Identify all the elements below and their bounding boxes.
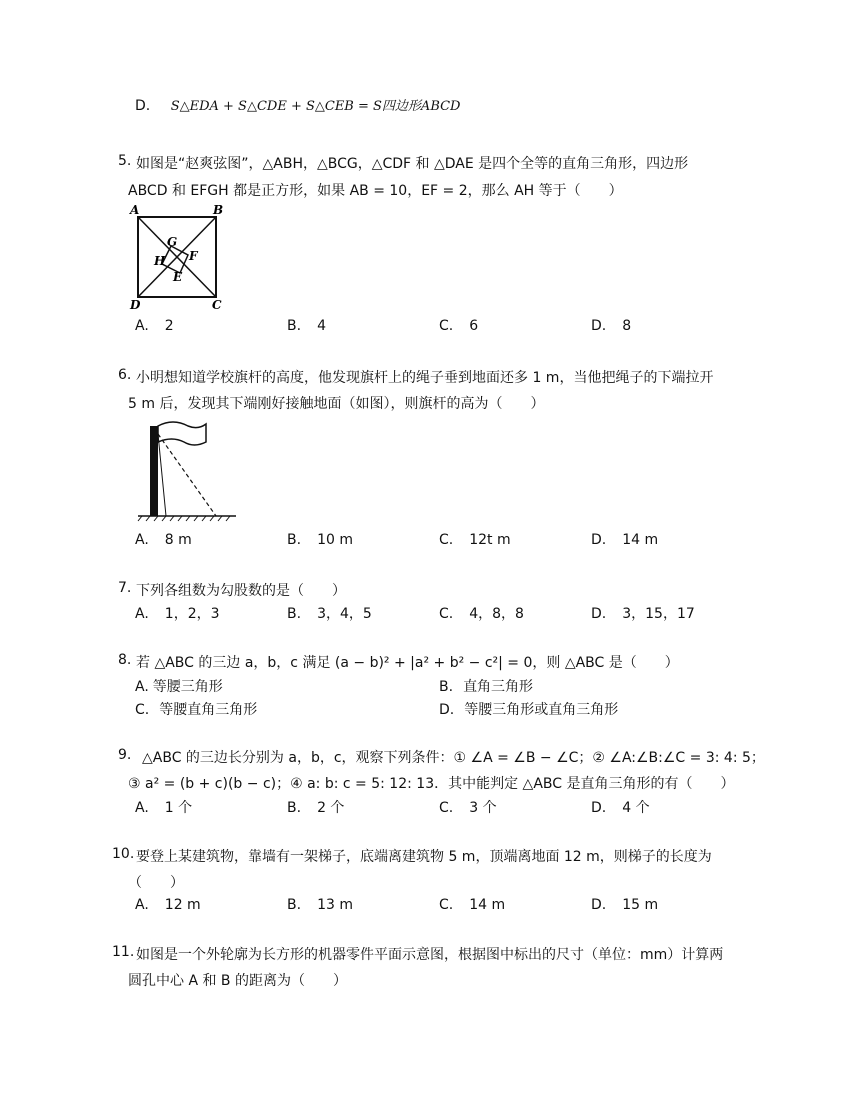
option-value: 12t m — [469, 532, 511, 548]
question-number: 11. — [112, 944, 135, 960]
question-number: 8. — [118, 652, 132, 668]
option-value: 8 m — [164, 532, 192, 548]
option-label: D. — [591, 606, 607, 622]
option-label: A. — [135, 318, 149, 334]
option-value: 3 个 — [469, 800, 497, 816]
q8-option-b[interactable] — [439, 676, 533, 696]
question-number: 7. — [118, 580, 132, 596]
option-value: 等腰三角形 — [152, 679, 223, 695]
zhao-shuang-figure — [128, 203, 228, 313]
q6-option-b[interactable] — [287, 532, 353, 548]
figure-label: E — [173, 270, 183, 284]
q6-option-d[interactable] — [591, 532, 658, 548]
option-label: C. — [439, 897, 454, 913]
figure-label: C — [212, 298, 222, 312]
question-text: 要登上某建筑物，靠墙有一架梯子，底端离建筑物 5 m，顶端离地面 12 m，则梯子的长度为 — [136, 849, 712, 865]
q6-option-c[interactable] — [439, 532, 511, 548]
q10-option-d[interactable] — [591, 897, 658, 913]
option-label: C. — [135, 702, 150, 718]
option-value: 等腰三角形或直角三角形 — [464, 702, 619, 718]
option-value: 13 m — [317, 897, 353, 913]
question-text: ABCD 和 EFGH 都是正方形，如果 AB = 10，EF = 2，那么 AH 等于（ ） — [128, 183, 623, 199]
figure-label: B — [213, 203, 224, 217]
option-label: B. — [287, 318, 302, 334]
option-label: B. — [439, 679, 454, 695]
option-value: 等腰直角三角形 — [159, 702, 258, 718]
option-label: D. — [135, 98, 151, 114]
q9-option-c[interactable] — [439, 797, 497, 817]
option-label: D. — [591, 318, 607, 334]
q9-option-d[interactable] — [591, 797, 650, 817]
question-text: ③ a² = (b + c)(b − c)；④ a: b: c = 5: 12: 13．其中能判定 △ABC 是直角三角形的有（ ） — [128, 776, 735, 792]
option-label: B. — [287, 800, 302, 816]
question-number: 10. — [112, 846, 135, 862]
q9-option-b[interactable] — [287, 797, 344, 817]
option-label: A. — [135, 679, 149, 695]
option-label: B. — [287, 606, 302, 622]
question-number: 6. — [118, 367, 132, 383]
q10-option-b[interactable] — [287, 897, 353, 913]
figure-label: A — [130, 203, 140, 217]
q8-option-c[interactable] — [135, 699, 257, 719]
option-label: A. — [135, 606, 149, 622]
question-text: 若 △ABC 的三边 a，b，c 满足 (a − b)² + |a² + b² − c²| = 0，则 △ABC 是（ ） — [136, 655, 679, 671]
option-label: C. — [439, 800, 454, 816]
q7-option-c[interactable] — [439, 603, 524, 623]
option-value: 直角三角形 — [463, 679, 534, 695]
option-value: 4 — [317, 318, 326, 334]
figure-label: H — [154, 254, 166, 268]
q7-option-d[interactable] — [591, 603, 695, 623]
q10-option-a[interactable] — [135, 897, 201, 913]
q5-option-a[interactable] — [135, 318, 174, 334]
question-text: 圆孔中心 A 和 B 的距离为（ ） — [128, 973, 347, 989]
option-value: 8 — [622, 318, 632, 334]
option-label: A. — [135, 800, 149, 816]
question-text: △ABC 的三边长分别为 a，b，c，观察下列条件：① ∠A = ∠B − ∠C；② ∠A:∠B:∠C = 3: 4: 5； — [142, 750, 765, 766]
option-label: B. — [287, 897, 302, 913]
flagpole-figure — [128, 416, 240, 522]
option-value: 2 — [164, 318, 174, 334]
question-text: （ ） — [128, 875, 184, 891]
option-value: 6 — [469, 318, 479, 334]
q4-option-d[interactable] — [135, 95, 460, 114]
option-value: 1 个 — [164, 800, 193, 816]
question-text: 5 m 后，发现其下端刚好接触地面（如图），则旗杆的高为（ ） — [128, 396, 545, 412]
option-value: 14 m — [622, 532, 659, 548]
option-value: 14 m — [469, 897, 506, 913]
option-label: A. — [135, 532, 149, 548]
q9-option-a[interactable] — [135, 797, 192, 817]
option-value: 3，15，17 — [622, 606, 695, 622]
q5-option-c[interactable] — [439, 318, 478, 334]
figure-label: G — [167, 235, 178, 249]
question-text: 如图是一个外轮廓为长方形的机器零件平面示意图，根据图中标出的尺寸（单位：mm）计算两 — [136, 947, 724, 963]
option-value: 10 m — [317, 532, 353, 548]
question-text: 下列各组数为勾股数的是（ ） — [136, 583, 346, 599]
q7-option-a[interactable] — [135, 603, 220, 623]
option-label: D. — [591, 897, 607, 913]
figure-label: D — [130, 298, 141, 312]
q7-option-b[interactable] — [287, 603, 372, 623]
option-value: 3，4，5 — [317, 606, 372, 622]
figure-label: F — [189, 249, 198, 263]
question-text: 如图是“赵爽弦图”，△ABH，△BCG，△CDF 和 △DAE 是四个全等的直角三角形，四边形 — [136, 156, 689, 172]
option-value: 15 m — [622, 897, 659, 913]
option-label: C. — [439, 318, 454, 334]
q8-option-d[interactable] — [439, 699, 618, 719]
question-text: 小明想知道学校旗杆的高度，他发现旗杆上的绳子垂到地面还多 1 m，当他把绳子的下端拉开 — [136, 370, 714, 386]
option-label: C. — [439, 532, 454, 548]
option-value: 4 个 — [622, 800, 650, 816]
q5-option-b[interactable] — [287, 318, 326, 334]
question-number: 9. — [118, 747, 132, 763]
option-label: D. — [591, 532, 607, 548]
q5-option-d[interactable] — [591, 318, 631, 334]
option-label: D. — [439, 702, 455, 718]
option-value: 1，2，3 — [164, 606, 220, 622]
option-label: A. — [135, 897, 149, 913]
option-label: D. — [591, 800, 607, 816]
option-value: 2 个 — [317, 800, 345, 816]
option-value: 4，8，8 — [469, 606, 524, 622]
option-value: 12 m — [164, 897, 201, 913]
question-number: 5. — [118, 153, 132, 169]
option-label: B. — [287, 532, 302, 548]
option-label: C. — [439, 606, 454, 622]
q8-option-a[interactable] — [135, 676, 223, 696]
q10-option-c[interactable] — [439, 897, 505, 913]
option-text: S△EDA + S△CDE + S△CEB = S四边形ABCD — [170, 99, 461, 114]
q6-option-a[interactable] — [135, 532, 192, 548]
